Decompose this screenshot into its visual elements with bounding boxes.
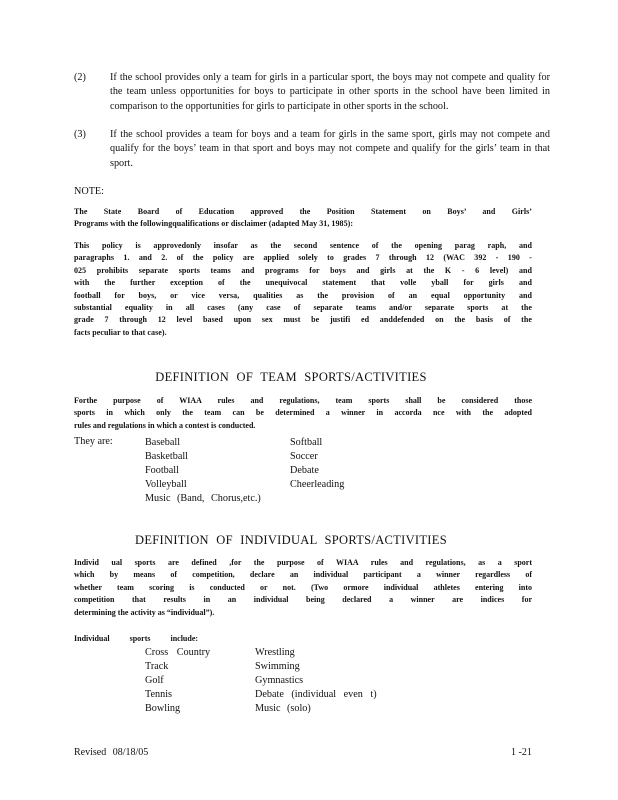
sport-item: Soccer — [290, 450, 318, 462]
definition-line: determining the activity as “individual”). — [74, 607, 215, 617]
note-label: NOTE: — [74, 186, 104, 197]
team-sports-column-1 — [145, 436, 261, 506]
revised-date: Revised 08/18/05 — [74, 747, 149, 758]
sport-item: Bowling — [145, 702, 181, 714]
note-line: Programs with the followingqualifications or disclaimer (adapted May 31, 1985): — [74, 219, 354, 229]
list-number: (2) — [74, 72, 86, 83]
individual-sports-column-2 — [255, 646, 377, 716]
sport-item: Tennis — [145, 688, 173, 700]
list-number: (3) — [74, 129, 86, 140]
definition-line: whether team scoring is conducted or not. (Two ormore individual athletes entering into — [74, 582, 532, 592]
sport-item: Cheerleading — [290, 478, 345, 490]
note-paragraph-1 — [74, 206, 532, 231]
sport-item: Music (solo) — [255, 702, 311, 714]
sport-item: Golf — [145, 674, 164, 686]
definition-line: Forthe purpose of WIAA rules and regulations, team sports shall be considered those — [74, 396, 532, 405]
sport-item: Debate — [290, 464, 319, 476]
definition-line: which by means of competition, declare an individual participant a winner regardless of — [74, 570, 532, 580]
sport-item: Music (Band, Chorus,etc.) — [145, 492, 261, 504]
sport-item: Baseball — [145, 437, 181, 448]
team-sports-definition — [74, 395, 532, 432]
definition-line: competition that results in an individual being declared a winner are indices for — [74, 595, 532, 605]
note-line: paragraphs 1. and 2. of the policy are applied solely to grades 7 through 12 (WAC 392 - 190 - — [74, 253, 532, 263]
sport-item: Wrestling — [255, 647, 295, 658]
sport-item: Basketball — [145, 450, 189, 462]
team-sports-column-2 — [290, 436, 344, 492]
sport-item: Softball — [290, 437, 323, 448]
individual-sports-column-1 — [145, 646, 210, 716]
sport-item: Track — [145, 660, 169, 672]
individual-sports-definition — [74, 557, 532, 619]
sport-item: Cross Country — [145, 647, 211, 658]
sport-item: Volleyball — [145, 478, 187, 490]
list-text: If the school provides only a team for girls in a particular sport, the boys may not compete and quality for the team unless opportunities for boys to participate in other sports in the school have been limited in comparison to the opportunities for girls to participate in other sports in the school. — [110, 72, 550, 112]
sport-item: Gymnastics — [255, 674, 304, 686]
note-line: substantial equality in all cases (any case of separate teams and/or separate sports at the — [74, 303, 532, 313]
note-line: This policy is approvedonly insofar as the second sentence of the opening parag raph, and — [74, 241, 532, 250]
list-text: If the school provides a team for boys and a team for girls in the same sport, girls may not compete and qualify for the boys’ team in that sport and boys may not compete and qualify for the girls’ team in that sport. — [110, 129, 550, 169]
note-line: football for boys, or vice versa, qualities as the provision of an equal opportunity and — [74, 290, 532, 300]
note-line: 025 prohibits separate sports teams and programs for boys and girls at the K - 6 level) and — [74, 265, 532, 275]
individual-sports-include-label: Individual sports include: — [74, 634, 199, 643]
sport-item: Swimming — [255, 660, 300, 672]
individual-sports-heading: DEFINITION OF INDIVIDUAL SPORTS/ACTIVITIES — [135, 533, 447, 547]
sport-item: Football — [145, 464, 179, 476]
definition-line: sports in which only the team can be determined a winner in accorda nce with the adopted — [74, 408, 532, 418]
note-line: The State Board of Education approved the Position Statement on Boys’ and Girls’ — [74, 207, 532, 216]
note-line: facts peculiar to that case). — [74, 327, 167, 337]
note-line: with the further exception of the unequivocal statement that volle yball for girls and — [74, 278, 532, 288]
definition-line: Individ ual sports are defined ,for the purpose of WIAA rules and regulations, as a sport — [74, 558, 532, 567]
note-line: grade 7 through 12 level based upon sex must be justifi ed anddefended on the basis of the — [74, 315, 532, 325]
sport-item: Debate (individual even t) — [255, 688, 377, 700]
note-paragraph-2 — [74, 240, 532, 339]
definition-line: rules and regulations in which a contest is conducted. — [74, 420, 256, 430]
they-are-label: They are: — [74, 436, 113, 447]
page-number: 1 -21 — [511, 747, 532, 758]
team-sports-heading: DEFINITION OF TEAM SPORTS/ACTIVITIES — [155, 370, 427, 384]
